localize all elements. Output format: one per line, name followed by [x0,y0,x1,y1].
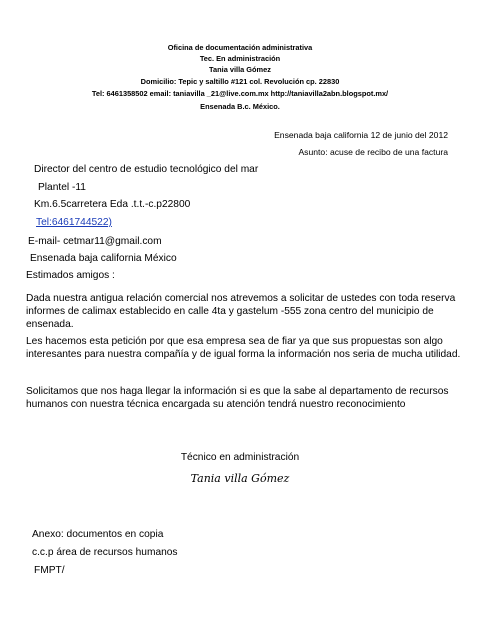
initials-note: FMPT/ [34,565,65,576]
recipient-name: Director del centro de estudio tecnológico del mar [34,164,259,175]
recipient-address: Km.6.5carretera Eda .t.t.-c.p22800 [34,199,191,210]
sender-contact: Tel: 6461358502 email: taniavilla _21@live.com.mx http://taniavilla2abn.blogspot.mx/ [91,89,389,98]
paragraph-3: Solicitamos que nos haga llegar la información si es que la sabe al departamento de recursos humanos con nuestra técnica encargada su atención tendrá nuestro reconocimiento [26,386,449,410]
letter-date: Ensenada baja california 12 de junio del 2012 [274,130,448,140]
greeting: Estimados amigos : [26,270,115,281]
recipient-email: E-mail- cetmar11@gmail.com [28,236,162,247]
recipient-plantel: Plantel -11 [38,182,86,193]
ccp-note: c.c.p área de recursos humanos [32,547,178,558]
office-name: Oficina de documentación administrativa [167,43,313,52]
signature-title: Técnico en administración [180,452,300,463]
signature-name: Tania villa Gómez [190,472,290,485]
annex-note: Anexo: documentos en copia [32,529,164,540]
sender-title: Tec. En administración [199,54,281,63]
letter-subject: Asunto: acuse de recibo de una factura [298,147,448,157]
sender-address: Domicilio: Tepic y saltillo #121 col. Revolución cp. 22830 [140,77,340,86]
paragraph-2: Les hacemos esta petición por que esa empresa sea de fiar ya que sus propuestas son algo interesantes para nuestra compañía y de igual forma la información nos seria de mucha utilidad. [26,336,461,360]
paragraph-1: Dada nuestra antigua relación comercial nos atrevemos a solicitar de ustedes con toda reserva informes de calimax establecido en calle 4ta y gastelum -555 zona centro del municipio de ensenada. [26,293,456,330]
recipient-city: Ensenada baja california México [30,253,177,264]
recipient-phone-link[interactable]: Tel:6461744522) [36,217,112,228]
sender-name: Tania villa Gómez [209,65,271,74]
sender-city: Ensenada B.c. México. [200,102,280,111]
